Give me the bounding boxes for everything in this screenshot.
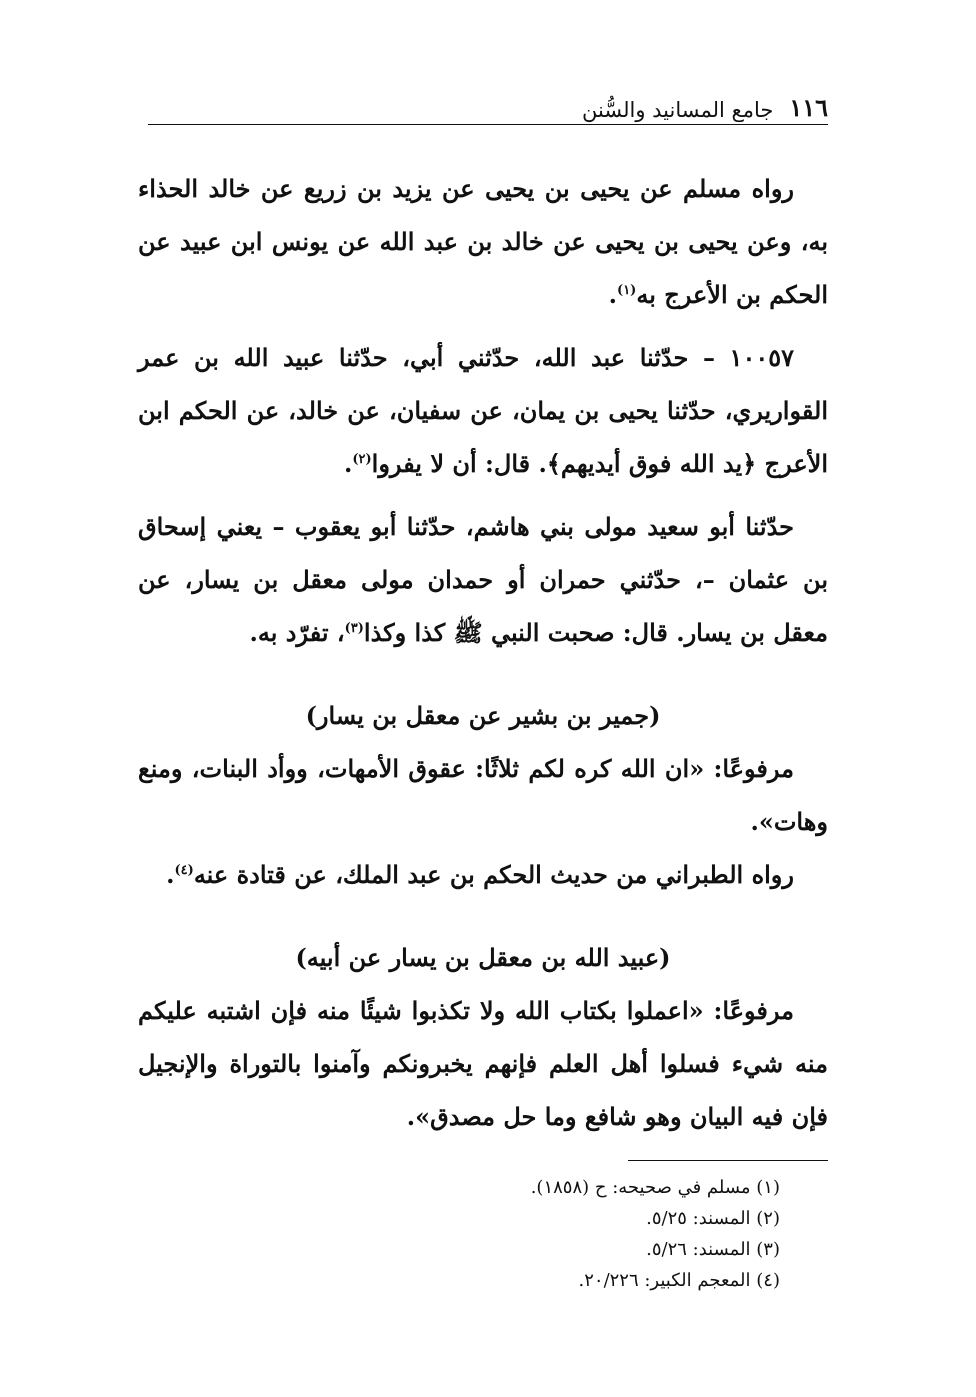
section-heading-jumayr: (جمير بن بشير عن معقل بن يسار) <box>305 701 661 730</box>
paragraph-muslim-chain: رواه مسلم عن يحيى بن يحيى عن يزيد بن زريع عن خالد الحذاء به، وعن يحيى بن يحيى عن خالد بن عبد الله عن يونس ابن عبيد عن الحكم بن الأعرج به$^{(١)}$. <box>138 174 828 309</box>
footnote-rule <box>628 1160 828 1161</box>
page-number: ١١٦ <box>789 93 828 122</box>
paragraph-marfu-2: مرفوعًا: «اعملوا بكتاب الله ولا تكذبوا شيئًا منه فإن اشتبه عليكم منه شيء فسلوا أهل العلم فإنهم يخبرونكم وآمنوا بالتوراة والإنجيل فإن فيه البيان وهو شافع وما حل مصدق». <box>138 996 828 1131</box>
footnote-3: (٣) المسند: ٥/٢٦. <box>646 1239 780 1260</box>
paragraph-marfu-1: مرفوعًا: «ان الله كره لكم ثلاثًا: عقوق الأمهات، ووأد البنات، ومنع وهات». <box>138 754 828 836</box>
book-title: جامع المسانيد والسُّنن <box>582 98 774 122</box>
section-heading-ubaydullah: (عبيد الله بن معقل بن يسار عن أبيه) <box>295 943 671 972</box>
footnote-ref-2: (٢) <box>352 452 372 467</box>
paragraph-abu-said: حدّثنا أبو سعيد مولى بني هاشم، حدّثنا أبو يعقوب – يعني إسحاق بن عثمان –، حدّثني حمران أو حمدان مولى معقل بن يسار، عن معقل بن يسار. قال: صحبت النبي ﷺ كذا وكذا$^{(٣)}$، تفرّد به. <box>138 512 828 647</box>
main-text <box>138 162 828 1143</box>
footnote-4: (٤) المعجم الكبير: ٢٠/٢٢٦. <box>578 1270 780 1291</box>
paragraph-tabarani: رواه الطبراني من حديث الحكم بن عبد الملك، عن قتادة عنه$^{(٤)}$. <box>166 860 794 889</box>
footnotes <box>400 1172 780 1296</box>
footnote-ref-3: (٣) <box>344 621 364 636</box>
footnote-ref-4: (٤) <box>174 863 194 878</box>
running-header <box>148 86 828 122</box>
header-rule <box>148 124 828 125</box>
footnote-1: (١) مسلم في صحيحه: ح (١٨٥٨). <box>530 1177 780 1198</box>
footnote-ref-1: (١) <box>617 283 637 298</box>
footnote-2: (٢) المسند: ٥/٢٥. <box>646 1208 780 1229</box>
hadith-10057: ١٠٠٥٧ – حدّثنا عبد الله، حدّثني أبي، حدّثنا عبيد الله بن عمر القواريري، حدّثنا يحيى بن يمان، عن سفيان، عن خالد، عن الحكم ابن الأعرج ﴿يد الله فوق أيديهم﴾. قال: أن لا يفروا$^{(٢)}$. <box>138 343 828 478</box>
